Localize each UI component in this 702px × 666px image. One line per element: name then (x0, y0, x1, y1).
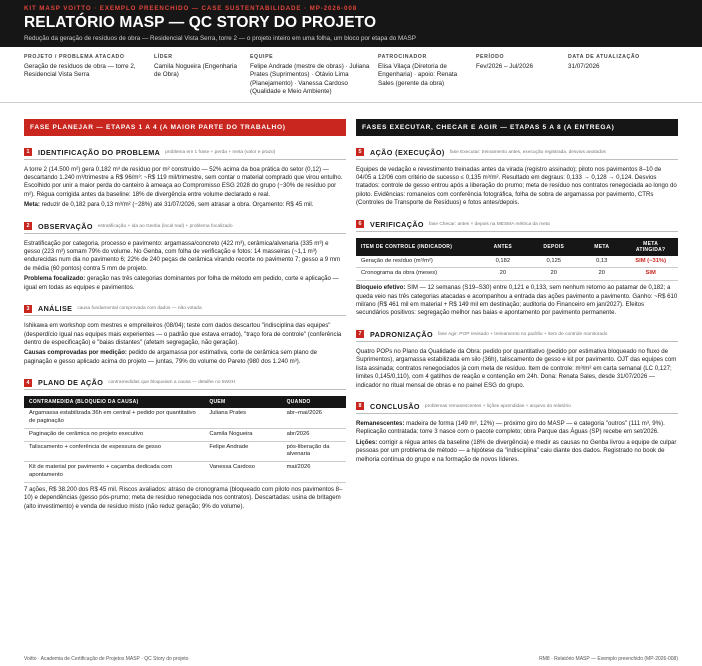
right-column (356, 119, 678, 511)
table-cell: pós-liberação da alvenaria (282, 441, 346, 462)
column-header: CONTRAMEDIDA (BLOQUEIO DA CAUSA) (24, 396, 204, 408)
table-row (356, 256, 678, 268)
table-cell: Argamassa estabilizada 36h em central + pedido por quantitativo de paginação (24, 408, 204, 428)
meta-label: PERÍODO (476, 54, 505, 60)
table-cell: Cronograma da obra (meses) (356, 268, 478, 281)
step-number: 2 (24, 222, 32, 230)
page-title: RELATÓRIO MASP — QC STORY DO PROJETO (24, 14, 377, 31)
table-row (24, 462, 346, 483)
meta-updated (568, 54, 664, 97)
inline-label: Remanescentes: (356, 419, 405, 427)
header (0, 0, 702, 47)
inline-label: Problema focalizado: (24, 275, 86, 283)
meta-value: Felipe Andrade (mestre de obras) · Juliana Prates (Suprimentos) · Otávio Lima (Planejamento) · Vanessa Cardoso (Qualidade e Meio Ambiente) (250, 63, 370, 96)
block-text-2 (24, 275, 346, 292)
table-cell: Juliana Prates (204, 408, 281, 428)
inline-label: Meta: (24, 201, 40, 209)
table-cell: abr/2026 (282, 428, 346, 441)
inline-text: SIM — 12 semanas (S19–S30) entre 0,121 e 0,133, sem nenhum retorno ao patamar de 0,182; a queda veio nas três categorias atacadas e acompanhou a entrada das ações pavimento a pavimento. Ganho: ~R$ 610 mil/ano (R$ 461 mil em material + R$ 149 mil em destinação; auditoria do Financeiro em jan/2027). Efeitos secundários positivos: segregação melhor nas baias e apontamento por pavimento permanente. (356, 284, 678, 317)
kicker: KIT MASP VOITTO · EXEMPLO PREENCHIDO — CASE SUSTENTABILIDADE · MP-2026-008 (24, 5, 358, 12)
table-header-row (356, 238, 678, 256)
footer-left: Voitto · Academia de Certificação de Projetos MASP · QC Story do projeto (24, 656, 189, 662)
meta-value: Camila Nogueira (Engenharia de Obra) (154, 63, 237, 79)
column-header: QUANDO (282, 396, 346, 408)
table-row (24, 408, 346, 428)
column-header: META (580, 238, 623, 256)
block-title: CONCLUSÃO (370, 401, 420, 411)
block-text: Quatro POPs no Plano da Qualidade da Obra: pedido por quantitativo (pedido por estimativa bloqueado no fluxo de Suprimentos), argamassa estabilizada em silo (36h), taliscamento de gesso e kit por pavimento. OJT das equipes com lista assinada; contratos renegociados já com meta de resíduo. Item de controle: m³/m² em carta semanal (LC 0,127; limites 0,145/0,110), com 4 gatilhos de reação e contenção em 24h. Dona: Renata Sales, desde 31/07/2026 — indicador no ritual mensal de obras e no painel ESG do grupo. (356, 347, 677, 389)
step-number: 1 (24, 148, 32, 156)
footer-right: RM8 · Relatório MASP — Exemplo preenchido (MP-2026-008) (539, 656, 678, 662)
block-title: AÇÃO (EXECUÇÃO) (370, 147, 445, 157)
table-cell: 0,13 (580, 256, 623, 268)
block-text-2 (24, 349, 346, 366)
project-meta (0, 54, 702, 103)
block-note: estratificação + ida ao Genba (local real) + problema focalizado (97, 223, 233, 229)
meta-label: PROJETO / PROBLEMA ATACADO (24, 54, 125, 60)
block-text: Equipes de vedação e revestimento treinadas antes da virada (registro assinado); piloto nos pavimentos 8–10 de 04/05 a 12/06 com critério de sucesso ≤ 0,135 m³/m². Resultado em degraus: 0,133 → 0,128 → 0,124. Desvios tratados: controle de gesso entrou após a liberação do prumo; meta de resíduo nos contratos renegociada ao longo do piloto. Evidências: romaneios com conferência fotográfica, folha de sobra de argamassa por pavimento, CTRs (Controles de Transporte de Resíduos) e fotos antes/depois. (356, 165, 677, 207)
column-header: META ATINGIDA? (623, 238, 678, 256)
status-cell: SIM (623, 268, 678, 281)
block-text-2 (24, 201, 346, 209)
table-cell: 20 (527, 268, 580, 281)
meta-period (476, 54, 568, 97)
meta-project (24, 54, 154, 97)
block-note: fase Executar: treinamento antes, execução registrada, desvios anotados (449, 149, 606, 155)
phase-plan-banner: FASE PLANEJAR — ETAPAS 1 A 4 (A MAIOR PARTE DO TRABALHO) (24, 119, 346, 136)
table-cell: 0,125 (527, 256, 580, 268)
table-cell: mai/2026 (282, 462, 346, 483)
table-cell: Camila Nogueira (204, 428, 281, 441)
block-conclusion (356, 402, 678, 464)
meta-label: PATROCINADOR (378, 54, 427, 60)
block-text: Estratificação por categoria, processo e pavimento: argamassa/concreto (422 m³), cerâmica/alvenaria (335 m³) e gesso (223 m³) somam 79% do volume. No Genba, com folha de verificação e fotos: 14 masseiras (~1,1 m³) endurecidas num dia no pavimento 6; 22% de 240 peças de cerâmica virando recorte no pavimento 7; gesso a 9 mm de média (60 pontos) contra 5 mm de projeto. (24, 239, 341, 272)
meta-label: DATA DE ATUALIZAÇÃO (568, 54, 640, 60)
column-header: ITEM DE CONTROLE (INDICADOR) (356, 238, 478, 256)
block-title: PADRONIZAÇÃO (370, 329, 433, 339)
block-note: problemas remanescentes + lições aprendidas + arquivo do relatório (424, 403, 571, 409)
inline-text: reduzir de 0,182 para 0,13 m³/m² (−28%) até 31/07/2026, sem atrasar a obra. Orçamento: R$ 45 mil. (41, 201, 314, 209)
meta-sponsor (378, 54, 476, 97)
action-plan-table (24, 396, 346, 483)
block-text-2 (356, 439, 678, 464)
step-number: 5 (356, 148, 364, 156)
block-execution (356, 148, 678, 208)
block-text: Ishikawa em workshop com mestres e empreiteiros (08/04); teste com dados descartou "indisciplina das equipes" (desperdício igual nas equipes mais experientes — o padrão que estava errado), "traço fora de controle" (conferência dentro de especificação) e "baias distantes" (afetam segregação, não geração). (24, 322, 342, 346)
block-note: contramedidas que bloqueiam a causa — detalhe no 5W2H (108, 380, 236, 386)
phase-do-check-act-banner: FASES EXECUTAR, CHECAR E AGIR — ETAPAS 5 A 8 (A ENTREGA) (356, 119, 678, 136)
meta-label: EQUIPE (250, 54, 274, 60)
meta-label: LÍDER (154, 54, 173, 60)
page-subtitle: Redução da geração de resíduos de obra — Residencial Vista Serra, torre 2 — o projeto inteiro em uma folha, um bloco por etapa do MASP (24, 35, 416, 42)
table-header-row (24, 396, 346, 408)
table-cell: 20 (478, 268, 527, 281)
block-text-1 (356, 420, 678, 437)
column-header: ANTES (478, 238, 527, 256)
table-row (356, 268, 678, 281)
meta-value: Fev/2026 – Jul/2026 (476, 63, 534, 70)
inline-label: Bloqueio efetivo: (356, 284, 406, 292)
meta-value: Geração de resíduos de obra — torre 2, Residencial Vista Serra (24, 63, 136, 79)
meta-team (250, 54, 378, 97)
table-cell: 0,182 (478, 256, 527, 268)
block-title: OBSERVAÇÃO (38, 221, 93, 231)
status-cell: SIM (−31%) (623, 256, 678, 268)
block-standardization (356, 330, 678, 390)
block-observation (24, 222, 346, 292)
table-row (24, 428, 346, 441)
inline-text: madeira de forma (149 m³, 12%) — próximo giro do MASP — e categoria "outros" (111 m³, 9%). Replicação contratada: torre 3 nasce com o pacote completo; obra Parque das Águas (SP) recebe em set/2026. (356, 419, 665, 436)
table-row (24, 441, 346, 462)
block-identification (24, 148, 346, 210)
column-header: DEPOIS (527, 238, 580, 256)
table-cell: 20 (580, 268, 623, 281)
column-header: QUEM (204, 396, 281, 408)
block-text: 7 ações, R$ 38.200 dos R$ 45 mil. Riscos avaliados: atraso de cronograma (bloqueado com piloto nos pavimentos 8–10) e dependências (gesso pós-prumo; meta de resíduo renegociada nos contratos). Descartadas: usina de britagem (alto investimento) e venda de resíduo misto (não reduz geração; 9% do volume). (24, 485, 343, 510)
block-verification (356, 220, 678, 318)
block-title: PLANO DE AÇÃO (38, 378, 104, 388)
block-title: VERIFICAÇÃO (370, 219, 424, 229)
inline-text: geração nas três categorias dominantes por folha de método em pedido, corte e aplicação — igual em todas as equipes e pavimentos. (24, 275, 339, 291)
inline-text: corrigir a régua antes da baseline (18% de divergência) e medir as causas no Genba livrou a equipe de culpar pessoas por um problema de método — a hipótese da "indisciplina" caiu diante dos dados. Registrado no book de melhoria contínua do grupo e na formação de novos líderes. (356, 438, 677, 463)
inline-label: Causas comprovadas por medição: (24, 349, 127, 357)
table-cell: Felipe Andrade (204, 441, 281, 462)
block-note: problema em 1 frase + perda + meta (valor e prazo) (165, 149, 276, 155)
block-note: fase Agir: POP revisado + treinamento no padrão + item de controle monitorado (437, 331, 608, 337)
step-number: 6 (356, 220, 364, 228)
block-title: IDENTIFICAÇÃO DO PROBLEMA (38, 147, 161, 157)
left-column (24, 119, 346, 511)
block-note: causa fundamental comprovada com dados — não votada (77, 306, 202, 312)
block-text: A torre 2 (14.500 m²) gera 0,182 m³ de resíduo por m² construído — 52% acima da boa prática do setor (0,12) — descartando 1.240 m³/trimestre a R$ 96/m³: ~R$ 119 mil/trimestre, sem contar o material comprado que virou entulho. Escolhido por unir a maior perda do canteiro à ameaça ao Compromisso ESG 2028 do grupo (−30% de resíduo por m²). Régua corrigida antes da baseline: 18% de divergência entre volume declarado e real. (24, 165, 343, 198)
step-number: 8 (356, 402, 364, 410)
block-title: ANÁLISE (38, 304, 73, 314)
table-cell: Paginação de cerâmica no projeto executivo (24, 428, 204, 441)
inline-label: Lições: (356, 438, 378, 446)
step-number: 7 (356, 330, 364, 338)
block-action-plan (24, 378, 346, 511)
verification-table (356, 238, 678, 282)
meta-leader (154, 54, 250, 97)
step-number: 3 (24, 305, 32, 313)
meta-value: Elisa Vilaça (Diretoria de Engenharia) · apoio: Renata Sales (gerente da obra) (378, 63, 458, 87)
step-number: 4 (24, 379, 32, 387)
inline-text: pedido de argamassa por estimativa, corte de cerâmica sem plano de paginação e gesso aplicado acima do projeto — juntas, 79% do volume do Pareto (980 dos 1.240 m³). (24, 349, 317, 365)
footer (24, 656, 678, 662)
table-cell: Kit de material por pavimento + caçamba dedicada com apontamento (24, 462, 204, 483)
table-cell: abr–mai/2026 (282, 408, 346, 428)
block-analysis (24, 304, 346, 366)
table-cell: Geração de resíduo (m³/m²) (356, 256, 478, 268)
table-cell: Taliscamento + conferência de espessura de gesso (24, 441, 204, 462)
meta-value: 31/07/2026 (568, 63, 600, 70)
table-cell: Vanessa Cardoso (204, 462, 281, 483)
block-text-2 (356, 284, 678, 318)
block-note: fase Checar: antes × depois na MESMA métrica da meta (428, 221, 550, 227)
